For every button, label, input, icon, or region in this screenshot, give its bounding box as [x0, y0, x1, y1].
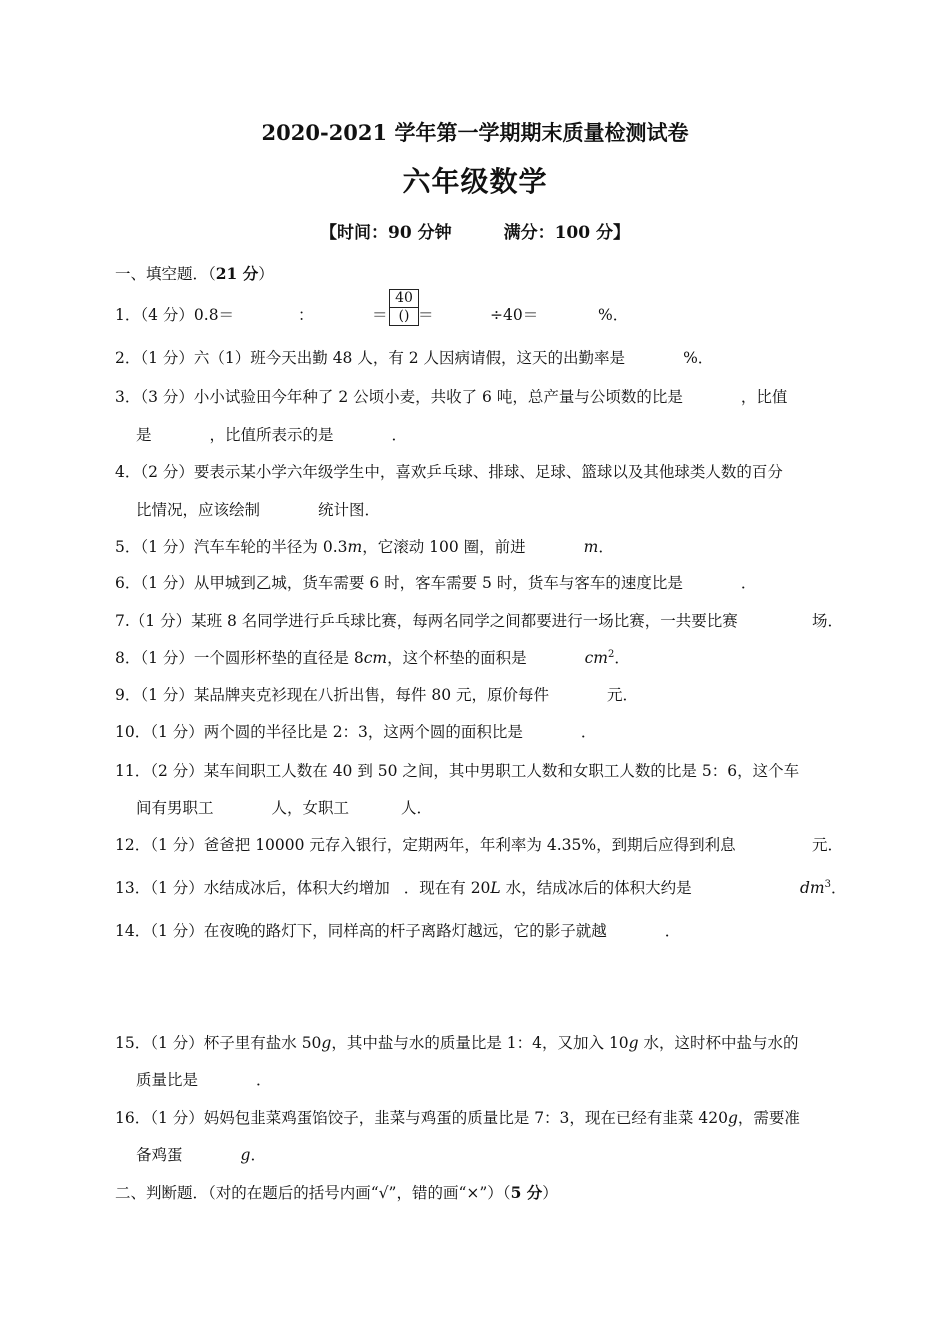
question-9: 9．（1 分）某品牌夹克衫现在八折出售，每件 80 元，原价每件 元． [115, 686, 638, 704]
q1-fraction-denominator: () [398, 308, 410, 324]
question-3: 3．（3 分）小小试验田今年种了 2 公顷小麦，共收了 6 吨，总产量与公顷数的比是 ，比值 [115, 388, 788, 406]
question-13: 13．（1 分）水结成冰后，体积大约增加 ．现在有 20L 水，结成冰后的体积大约是 [115, 879, 692, 897]
q1-colon: ： [298, 306, 314, 324]
question-6: 6．（1 分）从甲城到乙城，货车需要 6 时，客车需要 5 时，货车与客车的速度比是 ． [115, 574, 757, 592]
q1-equals-2: ＝ [418, 306, 434, 324]
question-4-cont: 比情况，应该绘制 统计图． [136, 501, 381, 519]
exam-title: 2020-2021 学年第一学期期末质量检测试卷 [261, 120, 689, 145]
q1-fraction [389, 289, 419, 326]
q1-equals: ＝ [372, 306, 388, 324]
question-12-end: 元． [812, 836, 844, 854]
question-11-cont: 间有男职工 人，女职工 人． [136, 799, 433, 817]
q1-division: ÷40＝ [490, 306, 539, 324]
exam-time: 【时间：90 分钟 [320, 223, 452, 243]
question-16: 16．（1 分）妈妈包韭菜鸡蛋馅饺子，韭菜与鸡蛋的质量比是 7：3，现在已经有韭菜 420g，需要准 [115, 1109, 800, 1127]
question-1: 1．（4 分）0.8＝ [115, 306, 235, 324]
exam-score: 满分：100 分】 [503, 223, 630, 243]
question-2: 2．（1 分）六（1）班今天出勤 48 人，有 2 人因病请假，这天的出勤率是 %． [115, 349, 714, 367]
section-2-heading: 二、判断题．（对的在题后的括号内画“√”，错的画“×”）（5 分） [115, 1183, 558, 1202]
section-1-heading: 一、填空题．（21 分） [115, 264, 274, 283]
q1-fraction-numerator: 40 [390, 290, 418, 308]
exam-meta [0, 218, 950, 243]
question-5: 5．（1 分）汽车车轮的半径为 0.3m，它滚动 100 圈，前进 m． [115, 538, 614, 556]
question-13-end: $dm^3$． [800, 878, 847, 897]
q1-percent: %． [598, 306, 629, 324]
question-15-cont: 质量比是 ． [136, 1071, 272, 1089]
question-16-cont: 备鸡蛋 g． [136, 1146, 266, 1164]
question-14: 14．（1 分）在夜晚的路灯下，同样高的杆子离路灯越远，它的影子就越 ． [115, 922, 681, 940]
question-15: 15．（1 分）杯子里有盐水 50g，其中盐与水的质量比是 1：4，又加入 10g 水，这时杯中盐与水的 [115, 1034, 799, 1052]
exam-subject: 六年级数学 [402, 165, 548, 198]
question-4: 4．（2 分）要表示某小学六年级学生中，喜欢乒乓球、排球、足球、篮球以及其他球类人数的百分 [115, 463, 783, 481]
question-10: 10．（1 分）两个圆的半径比是 2：3，这两个圆的面积比是 ． [115, 723, 597, 741]
question-8: 8．（1 分）一个圆形杯垫的直径是 8cm，这个杯垫的面积是 $cm^2$． [115, 648, 630, 667]
question-7: 7.（1 分）某班 8 名同学进行乒乓球比赛，每两名同学之间都要进行一场比赛，一共要比赛 [115, 612, 738, 630]
question-12: 12．（1 分）爸爸把 10000 元存入银行，定期两年，年利率为 4.35%，到期后应得到利息 [115, 836, 736, 854]
question-11: 11．（2 分）某车间职工人数在 40 到 50 之间，其中男职工人数和女职工人数的比是 5：6，这个车 [115, 762, 800, 780]
question-3-cont: 是 ，比值所表示的是 ． [136, 426, 408, 444]
question-7-end: 场． [812, 612, 844, 630]
